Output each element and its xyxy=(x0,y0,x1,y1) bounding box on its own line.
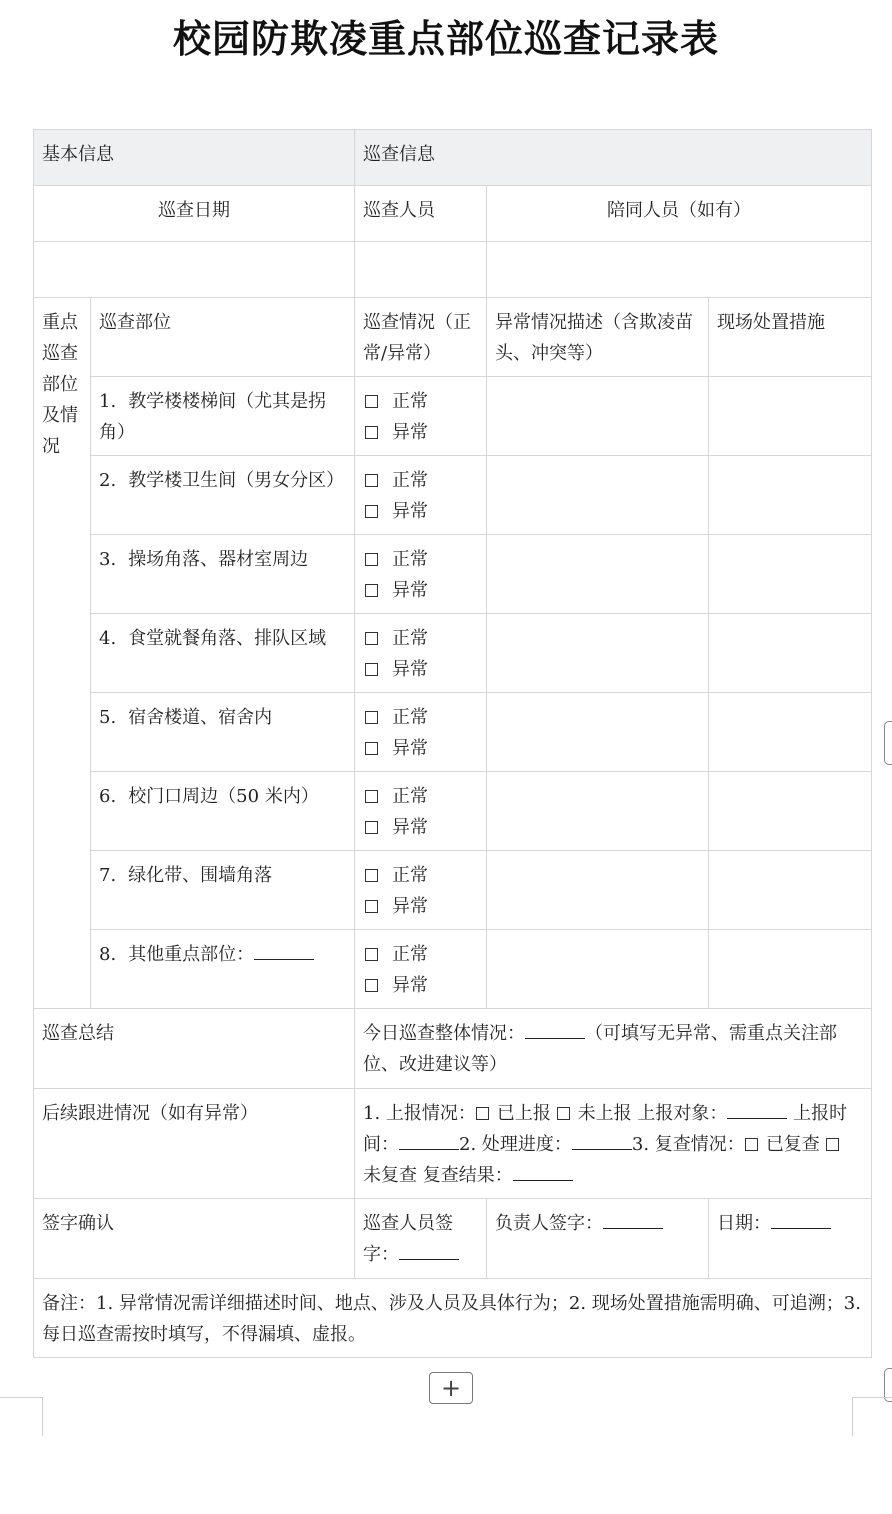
report-time-blank[interactable] xyxy=(399,1129,459,1150)
followup-label: 后续跟进情况（如有异常） xyxy=(34,1089,355,1199)
page-crop-mark xyxy=(0,1397,43,1436)
description-input-cell[interactable] xyxy=(487,772,709,851)
description-input-cell[interactable] xyxy=(487,456,709,535)
checkbox-icon[interactable] xyxy=(365,948,378,961)
checkbox-icon[interactable] xyxy=(365,869,378,882)
status-column-header: 巡查情况（正常/异常） xyxy=(355,298,487,377)
summary-row xyxy=(34,1009,872,1089)
location-cell xyxy=(91,535,355,614)
section-header-row xyxy=(34,130,872,186)
location-text: 教学楼楼梯间（尤其是拐角） xyxy=(99,391,327,443)
checkbox-icon[interactable] xyxy=(365,900,378,913)
companion-column-header: 陪同人员（如有） xyxy=(487,186,872,242)
location-row xyxy=(34,377,872,456)
not-rechecked-checkbox-icon[interactable] xyxy=(826,1138,839,1151)
note-text: 备注：1. 异常情况需详细描述时间、地点、涉及人员及具体行为；2. 现场处置措施需明确、可追溯；3. 每日巡查需按时填写，不得漏填、虚报。 xyxy=(34,1279,872,1358)
measures-input-cell[interactable] xyxy=(709,377,872,456)
location-row xyxy=(34,535,872,614)
status-cell xyxy=(355,930,487,1009)
page-crop-mark xyxy=(852,1397,892,1436)
location-number: 3. xyxy=(99,549,117,570)
checkbox-icon[interactable] xyxy=(365,821,378,834)
location-cell xyxy=(91,614,355,693)
leader-signature-cell: 负责人签字： xyxy=(487,1199,709,1279)
description-input-cell[interactable] xyxy=(487,930,709,1009)
progress-blank[interactable] xyxy=(572,1129,632,1150)
checkbox-icon[interactable] xyxy=(365,742,378,755)
followup-row xyxy=(34,1089,872,1199)
other-location-blank[interactable] xyxy=(254,939,314,960)
location-text: 宿舍楼道、宿舍内 xyxy=(128,707,273,728)
note-row xyxy=(34,1279,872,1358)
abnormal-option[interactable]: 异常 xyxy=(363,970,478,1001)
reported-checkbox-icon[interactable] xyxy=(476,1107,489,1120)
location-row xyxy=(34,614,872,693)
sign-date-blank[interactable] xyxy=(771,1208,831,1229)
companion-input-cell[interactable] xyxy=(487,242,872,298)
measures-input-cell[interactable] xyxy=(709,456,872,535)
checkbox-icon[interactable] xyxy=(365,632,378,645)
leader-signature-blank[interactable] xyxy=(603,1208,663,1229)
inspection-info-header: 巡查信息 xyxy=(355,130,872,186)
location-cell xyxy=(91,851,355,930)
normal-option[interactable]: 正常 xyxy=(363,386,478,417)
sign-date-cell: 日期： xyxy=(709,1199,872,1279)
description-input-cell[interactable] xyxy=(487,851,709,930)
page-title: 校园防欺凌重点部位巡查记录表 xyxy=(172,16,719,61)
abnormal-option[interactable]: 异常 xyxy=(363,891,478,922)
abnormal-option[interactable]: 异常 xyxy=(363,812,478,843)
measures-column-header: 现场处置措施 xyxy=(709,298,872,377)
location-text: 其他重点部位： xyxy=(128,944,255,965)
location-number: 6. xyxy=(99,786,117,807)
normal-option[interactable]: 正常 xyxy=(363,544,478,575)
checkbox-icon[interactable] xyxy=(365,474,378,487)
checkbox-icon[interactable] xyxy=(365,505,378,518)
measures-input-cell[interactable] xyxy=(709,851,872,930)
date-column-header: 巡查日期 xyxy=(34,186,355,242)
status-cell xyxy=(355,377,487,456)
location-row xyxy=(34,930,872,1009)
key-section-label: 重点巡查部位及情况 xyxy=(34,298,91,1009)
location-cell xyxy=(91,456,355,535)
report-target-blank[interactable] xyxy=(727,1098,787,1119)
checkbox-icon[interactable] xyxy=(365,395,378,408)
plus-icon: + xyxy=(440,1374,462,1402)
inspector-input-cell[interactable] xyxy=(355,242,487,298)
abnormal-option[interactable]: 异常 xyxy=(363,417,478,448)
table-edge-handle[interactable] xyxy=(884,721,892,765)
key-section-header-row xyxy=(34,298,872,377)
inspection-form-table xyxy=(33,129,872,1358)
location-cell xyxy=(91,693,355,772)
checkbox-icon[interactable] xyxy=(365,711,378,724)
location-column-header: 巡查部位 xyxy=(91,298,355,377)
date-input-cell[interactable] xyxy=(34,242,355,298)
not-reported-checkbox-icon[interactable] xyxy=(557,1107,570,1120)
measures-input-cell[interactable] xyxy=(709,614,872,693)
location-number: 8. xyxy=(99,944,117,965)
location-row xyxy=(34,693,872,772)
location-text: 操场角落、器材室周边 xyxy=(128,549,309,570)
location-number: 7. xyxy=(99,865,117,886)
checkbox-icon[interactable] xyxy=(365,790,378,803)
basic-info-header: 基本信息 xyxy=(34,130,355,186)
status-cell xyxy=(355,535,487,614)
measures-input-cell[interactable] xyxy=(709,930,872,1009)
location-cell xyxy=(91,930,355,1009)
checkbox-icon[interactable] xyxy=(365,979,378,992)
location-number: 1. xyxy=(99,391,117,412)
column-header-row xyxy=(34,186,872,242)
location-text: 校门口周边（50 米内） xyxy=(128,786,319,807)
location-cell xyxy=(91,772,355,851)
checkbox-icon[interactable] xyxy=(365,426,378,439)
location-cell xyxy=(91,377,355,456)
normal-option[interactable]: 正常 xyxy=(363,860,478,891)
location-row xyxy=(34,772,872,851)
normal-option[interactable]: 正常 xyxy=(363,623,478,654)
description-input-cell[interactable] xyxy=(487,693,709,772)
abnormal-option[interactable]: 异常 xyxy=(363,496,478,527)
normal-option[interactable]: 正常 xyxy=(363,702,478,733)
location-row xyxy=(34,851,872,930)
status-cell xyxy=(355,772,487,851)
description-column-header: 异常情况描述（含欺凌苗头、冲突等） xyxy=(487,298,709,377)
normal-option[interactable]: 正常 xyxy=(363,781,478,812)
summary-blank[interactable] xyxy=(525,1018,585,1039)
normal-option[interactable]: 正常 xyxy=(363,465,478,496)
recheck-result-blank[interactable] xyxy=(513,1160,573,1181)
location-text: 教学楼卫生间（男女分区） xyxy=(128,470,345,491)
measures-input-cell[interactable] xyxy=(709,693,872,772)
signature-label: 签字确认 xyxy=(34,1199,355,1279)
normal-option[interactable]: 正常 xyxy=(363,939,478,970)
status-cell xyxy=(355,851,487,930)
checkbox-icon[interactable] xyxy=(365,584,378,597)
description-input-cell[interactable] xyxy=(487,535,709,614)
abnormal-option[interactable]: 异常 xyxy=(363,733,478,764)
location-text: 绿化带、围墙角落 xyxy=(128,865,273,886)
location-number: 4. xyxy=(99,628,117,649)
location-text: 食堂就餐角落、排队区域 xyxy=(128,628,327,649)
location-row xyxy=(34,456,872,535)
status-cell xyxy=(355,456,487,535)
inspector-signature-cell: 巡查人员签字： xyxy=(355,1199,487,1279)
abnormal-option[interactable]: 异常 xyxy=(363,654,478,685)
measures-input-cell[interactable] xyxy=(709,535,872,614)
checkbox-icon[interactable] xyxy=(365,663,378,676)
status-cell xyxy=(355,693,487,772)
summary-content: 今日巡查整体情况： （可填写无异常、需重点关注部位、改进建议等） xyxy=(355,1009,872,1089)
inspector-signature-blank[interactable] xyxy=(399,1239,459,1260)
abnormal-option[interactable]: 异常 xyxy=(363,575,478,606)
followup-content: 1. 上报情况： 已上报 未上报 上报对象： 上报时间： 2. 处理进度： 3. 复查情况： 已复查 未复查 复查结果： xyxy=(355,1089,872,1199)
summary-label: 巡查总结 xyxy=(34,1009,355,1089)
description-input-cell[interactable] xyxy=(487,614,709,693)
inspector-column-header: 巡查人员 xyxy=(355,186,487,242)
rechecked-checkbox-icon[interactable] xyxy=(745,1138,758,1151)
basic-info-input-row xyxy=(34,242,872,298)
description-input-cell[interactable] xyxy=(487,377,709,456)
status-cell xyxy=(355,614,487,693)
measures-input-cell[interactable] xyxy=(709,772,872,851)
add-row-button[interactable] xyxy=(429,1372,473,1404)
checkbox-icon[interactable] xyxy=(365,553,378,566)
location-number: 2. xyxy=(99,470,117,491)
signature-row xyxy=(34,1199,872,1279)
location-number: 5. xyxy=(99,707,117,728)
